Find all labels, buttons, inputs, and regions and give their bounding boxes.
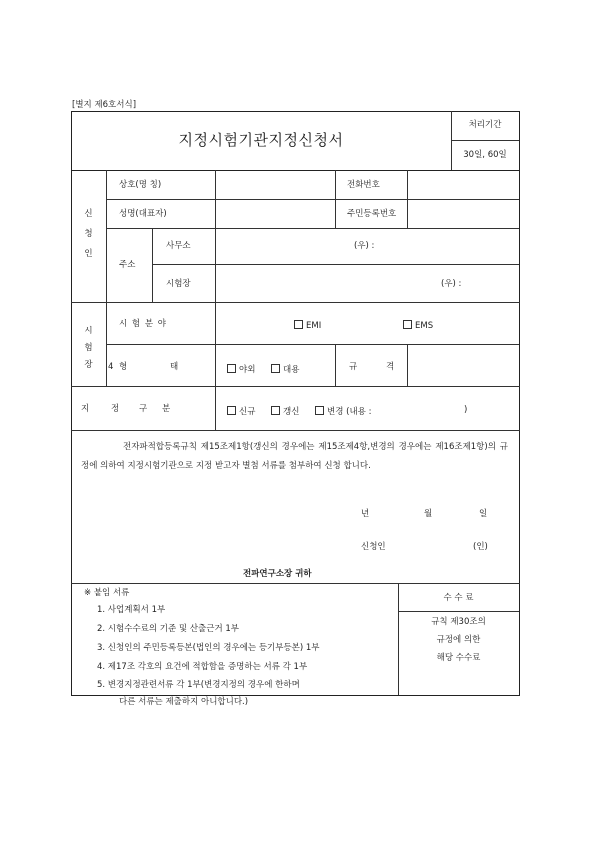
fee-label: 수 수 료 xyxy=(443,593,474,603)
test-site-section-char-3: 장 xyxy=(84,360,93,370)
lab-postal-label: (우) : xyxy=(441,279,462,289)
indoor-option[interactable] xyxy=(271,364,299,375)
processing-period-value: 30일, 60일 xyxy=(463,150,507,160)
date-day: 일 xyxy=(479,509,488,519)
date-year: 년 xyxy=(361,509,370,519)
office-label: 사무소 xyxy=(166,241,191,251)
applicant-signature-label: 신청인 xyxy=(361,542,386,552)
lab-address-field[interactable] xyxy=(217,266,517,300)
phone-label: 전화번호 xyxy=(347,180,380,190)
seal-label: (인) xyxy=(473,542,488,552)
change-close-paren: ) xyxy=(464,405,468,415)
attachment-item: 5. 변경지정관련서류 각 1부(변경지정의 경우에 한하며 xyxy=(97,680,300,690)
attachment-item: 1. 사업계획서 1부 xyxy=(97,605,166,615)
renew-option[interactable] xyxy=(271,406,299,417)
scale-label-a: 규 xyxy=(349,362,358,372)
ems-label: EMS xyxy=(415,321,434,331)
company-name-field[interactable] xyxy=(217,172,333,197)
applicant-section-char-3: 인 xyxy=(84,249,93,259)
resident-number-field[interactable] xyxy=(409,201,517,226)
processing-period-label: 처리기간 xyxy=(468,120,502,130)
attachment-item: 4. 제17조 각호의 요건에 적합함을 증명하는 서류 각 1부 xyxy=(97,662,308,672)
date-month: 월 xyxy=(424,509,433,519)
company-name-label: 상호(명 칭) xyxy=(119,180,162,190)
new-checkbox[interactable] xyxy=(227,406,236,415)
resident-number-label: 주민등록번호 xyxy=(347,209,397,219)
ems-option[interactable] xyxy=(403,320,433,331)
attachment-item: 3. 신청인의 주민등록등본(법인의 경우에는 등기부등본) 1부 xyxy=(97,643,320,653)
fee-rule-line-2: 규정에 의한 xyxy=(436,635,481,645)
test-site-section-char-2: 험 xyxy=(84,343,93,353)
addressee: 전파연구소장 귀하 xyxy=(243,569,312,579)
scale-field[interactable] xyxy=(409,346,517,384)
change-option[interactable] xyxy=(315,406,371,417)
new-option[interactable] xyxy=(227,406,255,417)
form-type-label-b: 태 xyxy=(170,362,179,372)
attachment-item: 2. 시험수수료의 기준 및 산출근거 1부 xyxy=(97,624,239,634)
form-type-number: 4 xyxy=(108,362,114,372)
emi-checkbox[interactable] xyxy=(294,320,303,329)
change-label: 변경 (내용 : xyxy=(327,407,372,417)
form-title: 지정시험기관지정신청서 xyxy=(178,131,344,149)
indoor-checkbox[interactable] xyxy=(271,364,280,373)
renew-checkbox[interactable] xyxy=(271,406,280,415)
renew-label: 갱신 xyxy=(283,407,300,417)
fee-rule-line-3: 해당 수수료 xyxy=(436,653,481,663)
outdoor-label: 야외 xyxy=(239,365,256,375)
form-type-label-a: 형 xyxy=(119,362,128,372)
applicant-section-char-2: 청 xyxy=(84,229,93,239)
indoor-label: 대용 xyxy=(283,365,300,375)
fee-rule-line-1: 규칙 제30조의 xyxy=(431,617,486,627)
test-field-label: 시 험 분 야 xyxy=(119,319,167,329)
ems-checkbox[interactable] xyxy=(403,320,412,329)
outdoor-checkbox[interactable] xyxy=(227,364,236,373)
change-checkbox[interactable] xyxy=(315,406,324,415)
lab-label: 시험장 xyxy=(166,279,191,289)
new-label: 신규 xyxy=(239,407,256,417)
emi-option[interactable] xyxy=(294,320,321,331)
applicant-section-char-1: 신 xyxy=(84,209,93,219)
emi-label: EMI xyxy=(306,321,322,331)
office-postal-label: (우) : xyxy=(354,241,375,251)
office-address-field[interactable] xyxy=(217,230,517,262)
address-label: 주소 xyxy=(119,260,136,270)
scale-label-b: 격 xyxy=(386,362,395,372)
outdoor-option[interactable] xyxy=(227,364,255,375)
attachments-header: ※ 붙임 서류 xyxy=(84,588,130,598)
test-site-section-char-1: 시 xyxy=(84,326,93,336)
attachment-item-continuation: 다른 서류는 제출하지 아니합니다.) xyxy=(119,697,249,707)
phone-field[interactable] xyxy=(409,172,517,197)
representative-label: 성명(대표자) xyxy=(119,209,167,219)
representative-field[interactable] xyxy=(217,201,333,226)
form-number-label: [별지 제6호서식] xyxy=(72,100,137,110)
application-statement: 전자파적합등록규칙 제15조제1항(갱신의 경우에는 제15조제4항,변경의 경우에는 제16조제1항)의 규정에 의하여 지정시험기관으로 지정 받고자 별첨 서류를 첨부하여 신청 합니다. xyxy=(81,442,508,471)
